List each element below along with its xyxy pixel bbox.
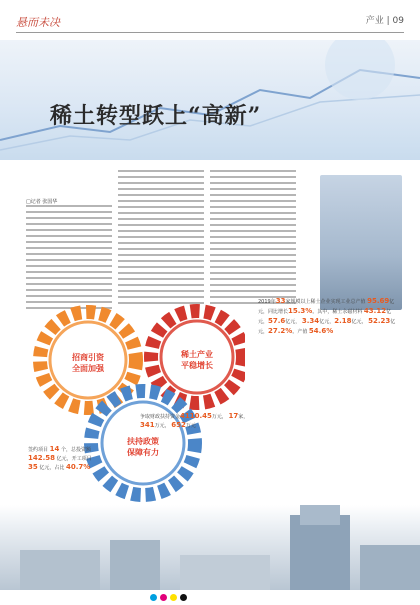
- column-title: 悬而未决: [16, 16, 60, 29]
- stats-output: 2019年33家规模以上稀土企业实现工业总产值 95.69亿元，同比增长15.3%。其中，稀土永磁材料 43.12亿元，57.6亿元， 3.34亿元，2.18亿元， 52.23亿元，27.2%。产值 54.6%: [258, 297, 396, 335]
- gear-label-blue: 扶持政策 保障有力: [127, 437, 159, 457]
- page-headline: 稀土转型跃上“高新”: [50, 103, 262, 129]
- text-column-1: [26, 205, 112, 315]
- gears-graphic: [0, 300, 245, 510]
- building-photo: [320, 175, 402, 310]
- masthead: [0, 0, 420, 40]
- masthead-rule: [16, 32, 404, 33]
- text-column-3: [210, 170, 296, 310]
- stats-investment: 签约项目 14 个，总投资额 142.58 亿元，开工项目 35 亿元，占比 40.7%: [28, 445, 92, 471]
- print-footer: [0, 591, 420, 605]
- gears-infographic: [0, 300, 245, 510]
- stats-subsidy: 争取财政扶持资金4110.45万元， 17家，341万元， 652万元: [140, 412, 249, 429]
- skyline-graphic: [0, 505, 420, 590]
- byline: □记者 张国华: [26, 199, 58, 205]
- city-skyline-photo: [0, 505, 420, 590]
- page-section: 产业 | 09: [365, 16, 404, 26]
- text-column-2: [118, 170, 204, 310]
- registration-marks: [150, 594, 187, 601]
- gear-label-red: 稀土产业 平稳增长: [181, 350, 213, 370]
- gear-label-orange: 招商引资 全面加强: [72, 353, 104, 373]
